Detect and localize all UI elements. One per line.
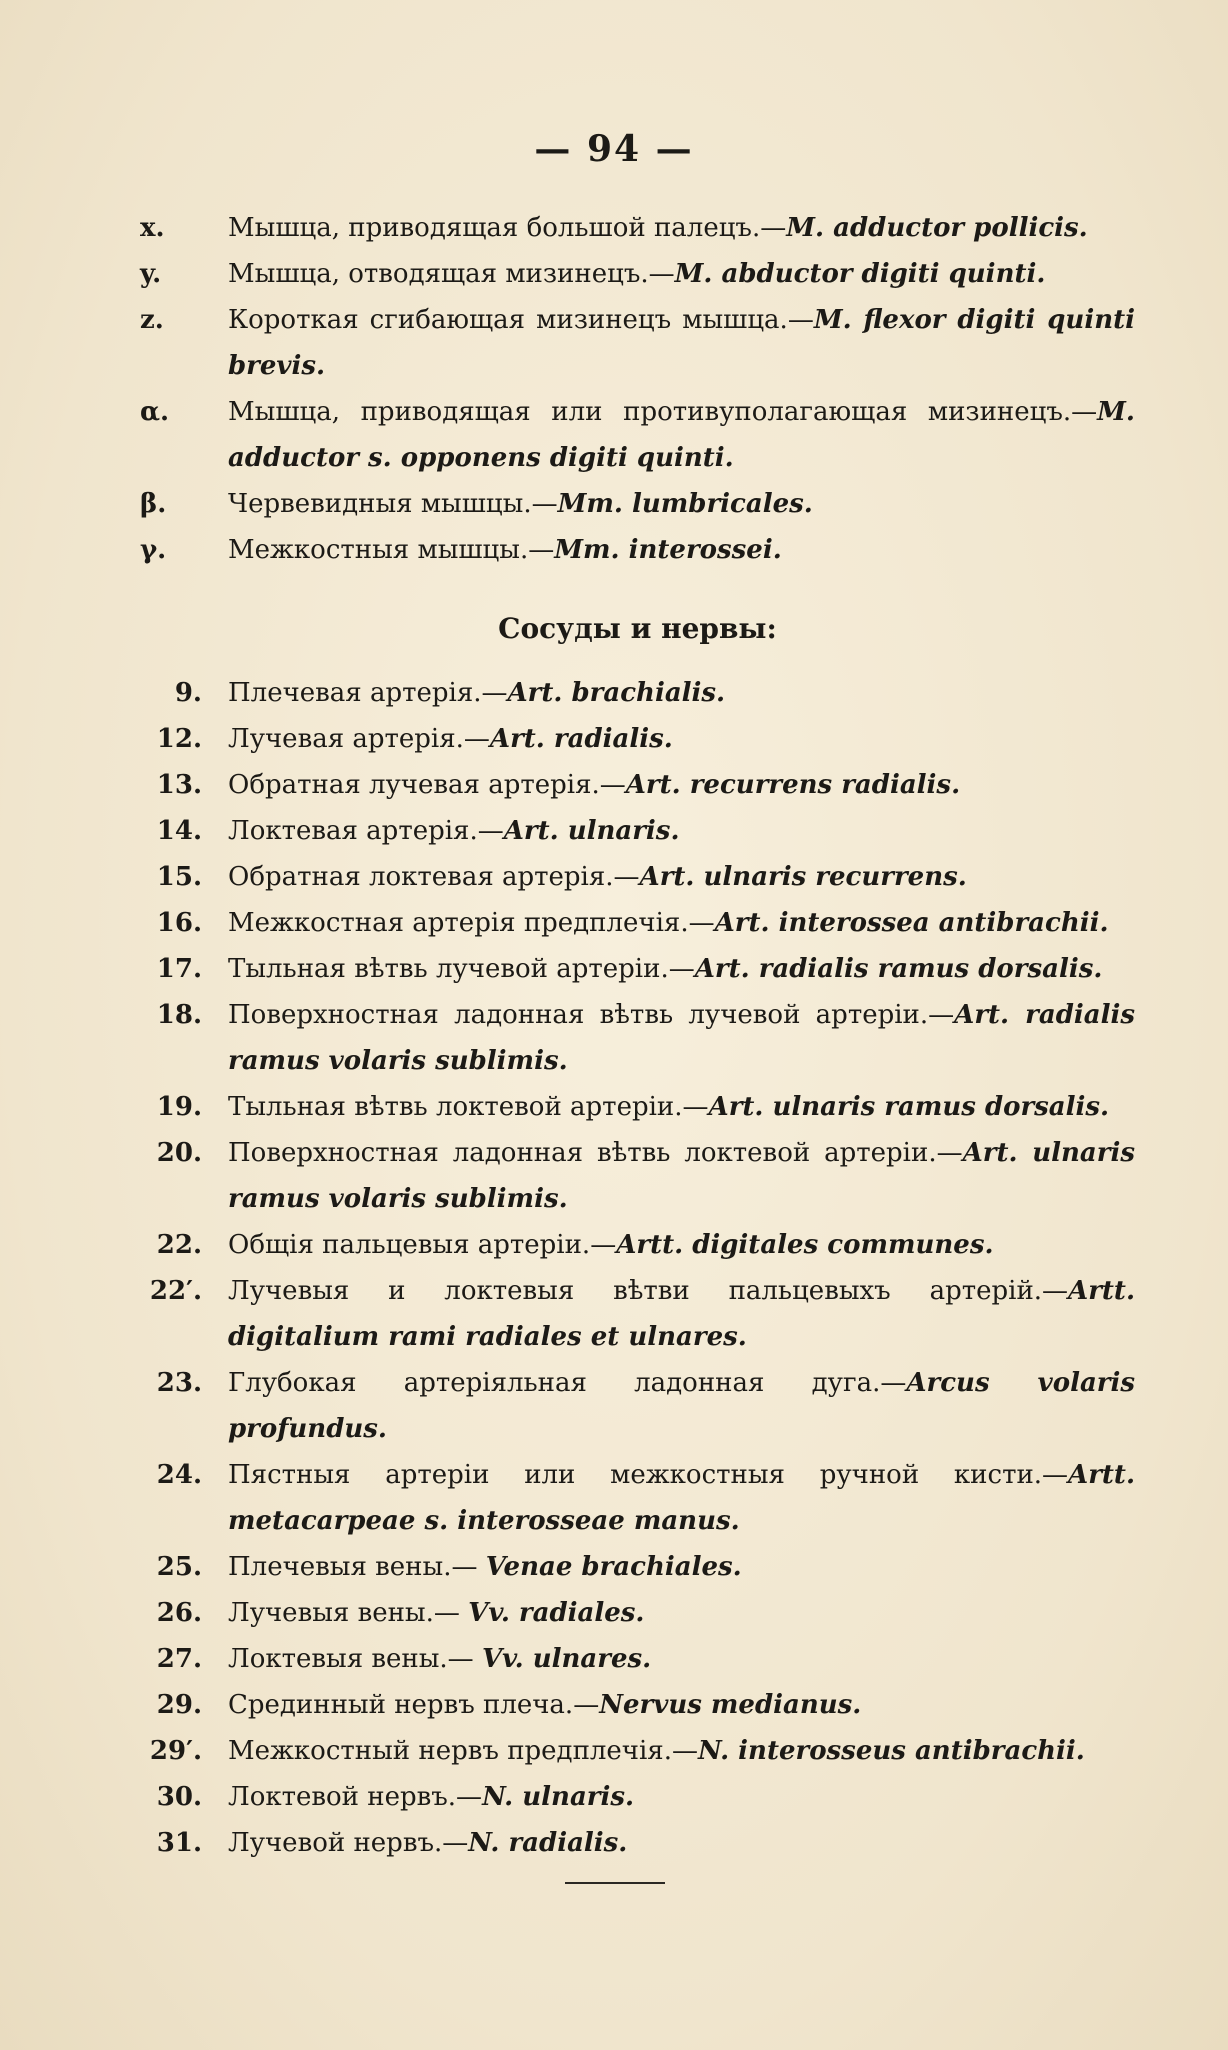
list-item [140, 716, 1135, 762]
item-russian: Локтевой нервъ.— [228, 1782, 483, 1812]
item-label: 26. [156, 1598, 202, 1628]
item-russian: Локтевая артерія.— [228, 816, 504, 846]
item-latin: Artt. digitalium rami radiales et ulnares. [228, 1276, 1135, 1352]
item-label: 16. [156, 908, 202, 938]
item-latin: Art. radialis. [489, 724, 673, 754]
list-item [140, 900, 1135, 946]
item-latin: N. radialis. [468, 1828, 628, 1858]
item-label: 29′. [149, 1736, 202, 1766]
list-item [140, 1636, 1135, 1682]
item-label: α. [140, 397, 170, 427]
item-russian: Лучевой нервъ.— [228, 1828, 469, 1858]
item-latin: M. adductor pollicis. [786, 213, 1088, 243]
item-label: 14. [156, 816, 202, 846]
item-latin: Artt. metacarpeae s. interosseae manus. [228, 1460, 1135, 1536]
item-label: 22. [156, 1230, 202, 1260]
item-latin: Art. ulnaris. [503, 816, 680, 846]
item-latin: Mm. interossei. [554, 535, 782, 565]
list-item [140, 205, 1135, 251]
item-russian: Пястныя артеріи или межкостныя ручной кисти.— [228, 1460, 1069, 1490]
item-label: 17. [156, 954, 202, 984]
item-russian: Лучевая артерія.— [228, 724, 490, 754]
item-label: γ. [140, 535, 167, 565]
item-russian: Межкостный нервъ предплечія.— [228, 1736, 698, 1766]
list-item [140, 946, 1135, 992]
list-item [140, 1820, 1135, 1866]
item-russian: Общія пальцевыя артеріи.— [228, 1230, 617, 1260]
list-item [140, 1084, 1135, 1130]
item-latin: N. ulnaris. [482, 1782, 635, 1812]
list-item [140, 1774, 1135, 1820]
list-item [140, 251, 1135, 297]
item-latin: Mm. lumbricales. [557, 489, 813, 519]
item-russian: Межкостная артерія предплечія.— [228, 908, 715, 938]
item-label: 20. [156, 1138, 202, 1168]
item-russian: Межкостныя мышцы.— [228, 535, 555, 565]
section-heading: Сосуды и нервы: [498, 612, 777, 645]
item-latin: Art. interossea antibrachii. [714, 908, 1109, 938]
item-label: y. [140, 259, 162, 289]
vessel-list [140, 670, 1135, 1866]
item-latin: Vv. ulnares. [481, 1644, 652, 1674]
list-item [140, 389, 1135, 481]
item-label: x. [140, 213, 165, 243]
list-item [140, 1590, 1135, 1636]
list-item [140, 1130, 1135, 1222]
item-russian: Короткая сгибающая мизинецъ мышца.— [228, 305, 814, 335]
list-item [140, 992, 1135, 1084]
item-russian: Поверхностная ладонная вѣтвь лучевой артеріи.— [228, 1000, 955, 1030]
item-latin: M. adductor s. opponens digiti quinti. [228, 397, 1135, 473]
item-latin: Art. radialis ramus volaris sublimis. [228, 1000, 1135, 1076]
item-russian: Локтевыя вены.— [228, 1644, 482, 1674]
item-label: 18. [156, 1000, 202, 1030]
item-label: 30. [156, 1782, 202, 1812]
item-russian: Червевидныя мышцы.— [228, 489, 558, 519]
item-label: 27. [156, 1644, 202, 1674]
item-russian: Поверхностная ладонная вѣтвь локтевой артеріи.— [228, 1138, 963, 1168]
item-latin: Venae brachiales. [485, 1552, 742, 1582]
item-label: 22′. [149, 1276, 202, 1306]
item-russian: Плечевыя вены.— [228, 1552, 486, 1582]
item-latin: Art. brachialis. [507, 678, 726, 708]
list-item [140, 1222, 1135, 1268]
item-russian: Обратная лучевая артерія.— [228, 770, 626, 800]
muscle-list [140, 205, 1135, 573]
item-latin: Art. ulnaris ramus volaris sublimis. [228, 1138, 1135, 1214]
item-latin: Arcus volaris profundus. [228, 1368, 1136, 1444]
item-label: 13. [156, 770, 202, 800]
item-label: 24. [156, 1460, 202, 1490]
item-label: z. [140, 305, 164, 335]
closing-rule [565, 1882, 665, 1884]
item-latin: Art. ulnaris recurrens. [639, 862, 967, 892]
list-item [140, 481, 1135, 527]
item-russian: Обратная локтевая артерія.— [228, 862, 640, 892]
item-latin: M. abductor digiti quinti. [674, 259, 1046, 289]
item-latin: M. flexor digiti quinti brevis. [228, 305, 1135, 381]
list-item [140, 1452, 1135, 1544]
item-russian: Лучевыя вены.— [228, 1598, 469, 1628]
item-russian: Мышца, отводящая мизинецъ.— [228, 259, 675, 289]
item-label: 23. [156, 1368, 202, 1398]
list-item [140, 1682, 1135, 1728]
item-russian: Глубокая артеріяльная ладонная дуга.— [228, 1368, 907, 1398]
item-russian: Плечевая артерія.— [228, 678, 508, 708]
item-latin: Art. radialis ramus dorsalis. [694, 954, 1103, 984]
item-label: 15. [156, 862, 202, 892]
item-russian: Тыльная вѣтвь лучевой артеріи.— [228, 954, 695, 984]
list-item [140, 297, 1135, 389]
list-item [140, 1728, 1135, 1774]
list-item [140, 762, 1135, 808]
list-item [140, 1544, 1135, 1590]
item-latin: Artt. digitales communes. [616, 1230, 994, 1260]
list-item [140, 670, 1135, 716]
item-russian: Срединный нервъ плеча.— [228, 1690, 600, 1720]
list-item [140, 1360, 1135, 1452]
list-item [140, 1268, 1135, 1360]
item-russian: Мышца, приводящая или противуполагающая мизинецъ.— [228, 397, 1098, 427]
list-item [140, 808, 1135, 854]
item-latin: Vv. radiales. [468, 1598, 645, 1628]
item-label: 9. [174, 678, 202, 708]
item-latin: Art. ulnaris ramus dorsalis. [708, 1092, 1110, 1122]
item-label: 31. [156, 1828, 202, 1858]
item-latin: Nervus medianus. [599, 1690, 862, 1720]
item-label: 29. [156, 1690, 202, 1720]
item-label: β. [140, 489, 167, 519]
list-item [140, 854, 1135, 900]
item-russian: Тыльная вѣтвь локтевой артеріи.— [228, 1092, 709, 1122]
item-latin: Art. recurrens radialis. [625, 770, 961, 800]
item-label: 12. [156, 724, 202, 754]
item-label: 25. [156, 1552, 202, 1582]
list-item [140, 527, 1135, 573]
page-number: — 94 — [534, 128, 694, 170]
item-label: 19. [156, 1092, 202, 1122]
item-russian: Лучевыя и локтевыя вѣтви пальцевыхъ артерій.— [228, 1276, 1069, 1306]
item-russian: Мышца, приводящая большой палецъ.— [228, 213, 787, 243]
item-latin: N. interosseus antibrachii. [697, 1736, 1085, 1766]
